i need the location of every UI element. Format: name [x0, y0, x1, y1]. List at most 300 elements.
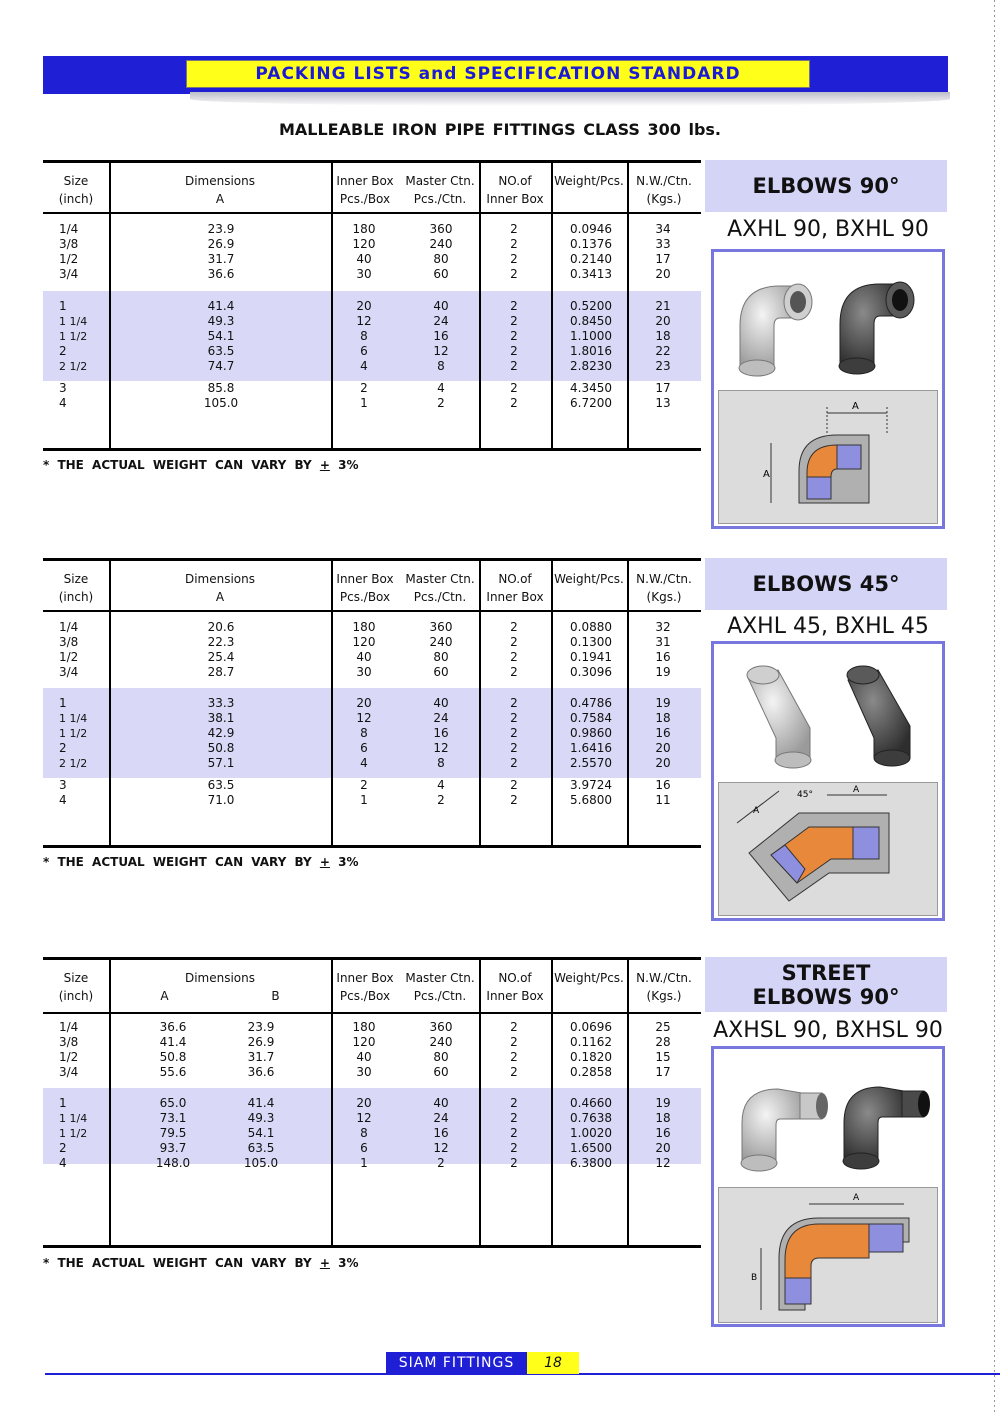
table-cell: 240: [429, 1035, 453, 1049]
note-suffix: 3%: [329, 1256, 359, 1270]
table-cell: 15: [655, 1050, 671, 1064]
table-cell: 1: [59, 1096, 67, 1110]
table-cell: 63.5: [207, 778, 235, 792]
table-cell: 60: [433, 267, 449, 281]
table-cell: 2 1/2: [59, 757, 88, 770]
table-cell: 50.8: [207, 741, 235, 755]
note-suffix: 3%: [329, 855, 359, 869]
header-nw: [627, 570, 701, 606]
table-cell: 4: [59, 396, 67, 410]
table-cell: 1 1/2: [59, 727, 88, 740]
table-column-size: [59, 1096, 109, 1171]
table-cell: 2: [510, 222, 518, 236]
table-cell: 4: [360, 756, 368, 770]
table-cell: 8: [360, 329, 368, 343]
dim-label-a-vertical: A: [763, 469, 770, 480]
header-line: (Kgs.): [646, 192, 682, 206]
table-column-inner: [339, 222, 389, 282]
table-cell: 2: [510, 1126, 518, 1140]
table-column-master: [413, 222, 469, 282]
table-cell: 20: [356, 1096, 372, 1110]
table-cell: 40: [433, 1096, 449, 1110]
table-cell: 2: [437, 1156, 445, 1170]
table-cell: 38.1: [207, 711, 235, 725]
table-column-a: [193, 778, 249, 808]
spec-table: [43, 558, 701, 848]
table-cell: 2: [510, 726, 518, 740]
table-cell: 2: [510, 1035, 518, 1049]
table-cell: 1: [59, 299, 67, 313]
table-cell: 24: [433, 711, 449, 725]
table-column-size: [59, 381, 109, 411]
table-cell: 2: [510, 252, 518, 266]
header-line: Pcs./Box: [339, 989, 391, 1003]
table-cell: 120: [352, 1035, 376, 1049]
header-dimensions: [109, 570, 331, 606]
table-cell: 2: [510, 299, 518, 313]
header-dim-a: A: [215, 192, 225, 206]
table-cell: 80: [433, 1050, 449, 1064]
header-line: (Kgs.): [646, 590, 682, 604]
table-cell: 0.0696: [570, 1020, 612, 1034]
header-line: NO.of: [498, 572, 532, 586]
header-line: (inch): [58, 989, 94, 1003]
table-cell: 20: [655, 1141, 671, 1155]
table-cell: 40: [356, 650, 372, 664]
table-cell: 3: [59, 381, 67, 395]
header-line: Size: [63, 971, 89, 985]
table-cell: 34: [655, 222, 671, 236]
table-cell: 4: [59, 1156, 67, 1170]
table-column-rule: [551, 160, 553, 451]
table-cell: 28: [655, 1035, 671, 1049]
table-cell: 17: [655, 252, 671, 266]
header-line: Weight/Pcs.: [554, 572, 624, 586]
note-prefix: * THE ACTUAL WEIGHT CAN VARY BY: [43, 458, 320, 472]
table-cell: 85.8: [207, 381, 235, 395]
header-line: Inner Box: [336, 572, 394, 586]
header-line: Pcs./Box: [339, 590, 391, 604]
table-header-rule: [43, 212, 701, 214]
header-line: Master Ctn.: [405, 971, 475, 985]
table-cell: 41.4: [247, 1096, 275, 1110]
page-title: PACKING LISTS and SPECIFICATION STANDARD: [186, 60, 810, 88]
table-header-rule: [43, 610, 701, 612]
table-cell: 80: [433, 650, 449, 664]
table-cell: 8: [437, 359, 445, 373]
table-cell: 16: [433, 329, 449, 343]
table-cell: 1 1/2: [59, 1127, 88, 1140]
table-header-rule: [43, 1012, 701, 1014]
table-cell: 20.6: [207, 620, 235, 634]
table-cell: 2: [510, 665, 518, 679]
header-nw: [627, 172, 701, 208]
table-cell: 3/4: [59, 1065, 79, 1079]
table-cell: 2.8230: [570, 359, 612, 373]
header-dimensions: [109, 969, 331, 1005]
table-cell: 8: [437, 756, 445, 770]
table-cell: 3/4: [59, 267, 79, 281]
dimension-diagram-street-elbows-90: [718, 1187, 938, 1323]
table-cell: 12: [433, 741, 449, 755]
table-cell: 22.3: [207, 635, 235, 649]
header-line: (inch): [58, 192, 94, 206]
table-cell: 2: [59, 1141, 67, 1155]
table-cell: 2: [510, 1111, 518, 1125]
table-cell: 0.3096: [570, 665, 612, 679]
table-column-weight: [559, 696, 623, 771]
section-title-elbows-90: [705, 160, 947, 212]
note-prefix: * THE ACTUAL WEIGHT CAN VARY BY: [43, 855, 320, 869]
table-column-no: [489, 1096, 539, 1171]
page-subtitle: MALLEABLE IRON PIPE FITTINGS CLASS 300 lbs.: [278, 120, 721, 139]
table-column-weight: [559, 620, 623, 680]
product-photo-elbows-90: [718, 256, 938, 381]
table-cell: 32: [655, 620, 671, 634]
table-cell: 360: [429, 222, 453, 236]
table-cell: 40: [433, 696, 449, 710]
header-dim-a: A: [215, 590, 225, 604]
table-cell: 2: [510, 1020, 518, 1034]
table-cell: 20: [655, 267, 671, 281]
table-cell: 0.1820: [570, 1050, 612, 1064]
table-column-inner: [339, 1020, 389, 1080]
table-column-master: [413, 1020, 469, 1080]
table-cell: 120: [352, 237, 376, 251]
table-cell: 2: [360, 381, 368, 395]
header-line: Inner Box: [486, 192, 544, 206]
table-cell: 1: [360, 793, 368, 807]
table-column-a: [193, 620, 249, 680]
header-master-ctn: [401, 172, 479, 208]
table-cell: 180: [352, 222, 376, 236]
page-number: 18: [527, 1352, 579, 1374]
table-column-size: [59, 696, 109, 771]
header-inner-box: [331, 969, 399, 1005]
header-line: Dimensions: [184, 572, 256, 586]
table-cell: 1/2: [59, 1050, 79, 1064]
table-cell: 12: [433, 1141, 449, 1155]
table-cell: 1.6416: [570, 741, 612, 755]
table-cell: 2: [510, 237, 518, 251]
table-column-inner: [339, 696, 389, 771]
table-cell: 2: [360, 778, 368, 792]
table-cell: 2: [510, 711, 518, 725]
table-cell: 71.0: [207, 793, 235, 807]
table-cell: 1 1/4: [59, 315, 88, 328]
table-column-b: [231, 1020, 291, 1080]
note-plus-minus: +: [319, 1256, 330, 1270]
table-column-a: [193, 299, 249, 374]
note-prefix: * THE ACTUAL WEIGHT CAN VARY BY: [43, 1256, 320, 1270]
table-cell: 1/4: [59, 620, 79, 634]
table-cell: 21: [655, 299, 671, 313]
header-weight: [551, 172, 627, 190]
table-cell: 240: [429, 635, 453, 649]
header-nw: [627, 969, 701, 1005]
table-cell: 0.8450: [570, 314, 612, 328]
footer-brand: SIAM FITTINGS: [386, 1352, 527, 1374]
table-cell: 2: [510, 314, 518, 328]
table-cell: 3/8: [59, 1035, 79, 1049]
table-cell: 16: [655, 778, 671, 792]
table-cell: 49.3: [207, 314, 235, 328]
table-cell: 36.6: [247, 1065, 275, 1079]
header-dim-b: B: [271, 989, 280, 1003]
table-column-master: [413, 620, 469, 680]
table-column-nw: [633, 1096, 693, 1171]
table-cell: 57.1: [207, 756, 235, 770]
table-cell: 3/4: [59, 665, 79, 679]
table-column-nw: [633, 299, 693, 374]
table-cell: 2: [59, 741, 67, 755]
table-cell: 41.4: [159, 1035, 187, 1049]
table-cell: 2: [510, 267, 518, 281]
model-code-elbows-90: AXHL 90, BXHL 90: [727, 217, 929, 242]
table-cell: 12: [356, 1111, 372, 1125]
table-column-no: [489, 1020, 539, 1080]
table-cell: 0.1300: [570, 635, 612, 649]
table-cell: 30: [356, 665, 372, 679]
product-photo-street-elbows-90: [718, 1053, 938, 1178]
table-cell: 31.7: [247, 1050, 275, 1064]
dimension-diagram-elbows-90: [718, 390, 938, 524]
table-cell: 33.3: [207, 696, 235, 710]
product-image-box-elbows-45: [711, 641, 945, 921]
header-line: Inner Box: [486, 590, 544, 604]
table-column-master: [413, 778, 469, 808]
table-cell: 4: [437, 778, 445, 792]
table-cell: 2: [510, 1156, 518, 1170]
table-column-size: [59, 620, 109, 680]
table-cell: 42.9: [207, 726, 235, 740]
table-cell: 0.2858: [570, 1065, 612, 1079]
header-line: NO.of: [498, 971, 532, 985]
table-cell: 0.2140: [570, 252, 612, 266]
table-bottom-rule: [43, 845, 701, 848]
dim-label-a-diagonal: A: [753, 806, 760, 816]
product-image-box-elbows-90: [711, 249, 945, 529]
table-cell: 1 1/4: [59, 1112, 88, 1125]
header-line: Pcs./Ctn.: [413, 989, 467, 1003]
table-cell: 3/8: [59, 635, 79, 649]
table-cell: 50.8: [159, 1050, 187, 1064]
table-cell: 2: [510, 635, 518, 649]
table-cell: 2: [510, 1141, 518, 1155]
table-cell: 6: [360, 741, 368, 755]
spec-table: [43, 160, 701, 451]
table-cell: 2: [510, 620, 518, 634]
table-column-master: [413, 696, 469, 771]
table-bottom-rule: [43, 1245, 701, 1248]
table-column-a: [193, 381, 249, 411]
table-cell: 0.7638: [570, 1111, 612, 1125]
table-cell: 79.5: [159, 1126, 187, 1140]
table-cell: 74.7: [207, 359, 235, 373]
table-cell: 5.6800: [570, 793, 612, 807]
table-cell: 18: [655, 711, 671, 725]
table-cell: 2 1/2: [59, 360, 88, 373]
header-line: Size: [63, 174, 89, 188]
table-cell: 0.0946: [570, 222, 612, 236]
header-dim-letters: [109, 987, 331, 1005]
table-column-b: [231, 1096, 291, 1171]
table-column-size: [59, 1020, 109, 1080]
header-line: Pcs./Ctn.: [413, 192, 467, 206]
table-cell: 1/4: [59, 1020, 79, 1034]
dim-label-a: A: [852, 401, 859, 412]
table-cell: 1: [59, 696, 67, 710]
header-line: Size: [63, 572, 89, 586]
table-column-nw: [633, 222, 693, 282]
table-cell: 2: [510, 741, 518, 755]
header-line: N.W./Ctn.: [636, 174, 692, 188]
table-column-no: [489, 696, 539, 771]
header-line: Inner Box: [486, 989, 544, 1003]
table-cell: 18: [655, 1111, 671, 1125]
table-cell: 4: [59, 793, 67, 807]
table-column-no: [489, 620, 539, 680]
table-cell: 19: [655, 696, 671, 710]
table-column-inner: [339, 620, 389, 680]
table-cell: 4: [360, 359, 368, 373]
dim-label-b: B: [751, 1273, 758, 1283]
table-cell: 20: [655, 756, 671, 770]
table-column-a: [193, 696, 249, 771]
table-top-rule: [43, 957, 701, 960]
table-cell: 148.0: [155, 1156, 191, 1170]
table-cell: 1 1/4: [59, 712, 88, 725]
header-weight: [551, 570, 627, 588]
section-title-line: ELBOWS 90°: [752, 984, 900, 1009]
table-cell: 16: [655, 650, 671, 664]
table-cell: 1.8016: [570, 344, 612, 358]
header-no-of: [479, 570, 551, 606]
header-size: [43, 172, 109, 208]
table-cell: 16: [655, 1126, 671, 1140]
table-cell: 40: [433, 299, 449, 313]
weight-variance-note: [43, 855, 358, 869]
table-cell: 54.1: [247, 1126, 275, 1140]
table-cell: 8: [360, 726, 368, 740]
table-cell: 93.7: [159, 1141, 187, 1155]
dim-label-a: A: [853, 1193, 860, 1203]
table-column-no: [489, 778, 539, 808]
table-cell: 23: [655, 359, 671, 373]
section-title-line: ELBOWS 90°: [752, 174, 900, 198]
header-no-of: [479, 969, 551, 1005]
table-cell: 2: [510, 1050, 518, 1064]
weight-variance-note: [43, 1256, 358, 1270]
table-cell: 65.0: [159, 1096, 187, 1110]
table-column-rule: [551, 957, 553, 1248]
table-cell: 0.7584: [570, 711, 612, 725]
table-cell: 12: [433, 344, 449, 358]
dimension-diagram-elbows-45: [718, 782, 938, 916]
header-size: [43, 969, 109, 1005]
table-cell: 0.9860: [570, 726, 612, 740]
table-cell: 2: [510, 344, 518, 358]
table-cell: 16: [433, 726, 449, 740]
header-line: N.W./Ctn.: [636, 572, 692, 586]
header-line: Master Ctn.: [405, 174, 475, 188]
table-cell: 12: [655, 1156, 671, 1170]
table-cell: 1/2: [59, 650, 79, 664]
table-cell: 16: [433, 1126, 449, 1140]
table-cell: 33: [655, 237, 671, 251]
weight-variance-note: [43, 458, 358, 472]
table-cell: 3.9724: [570, 778, 612, 792]
table-cell: 12: [356, 711, 372, 725]
header-line: (inch): [58, 590, 94, 604]
table-cell: 105.0: [243, 1156, 279, 1170]
table-cell: 2: [510, 696, 518, 710]
table-column-rule: [551, 558, 553, 848]
table-cell: 26.9: [247, 1035, 275, 1049]
section-title-street-elbows-90: [705, 957, 947, 1012]
table-cell: 23.9: [207, 222, 235, 236]
table-column-no: [489, 222, 539, 282]
note-suffix: 3%: [329, 458, 359, 472]
header-line: Weight/Pcs.: [554, 971, 624, 985]
table-cell: 2: [510, 756, 518, 770]
table-column-a: [143, 1096, 203, 1171]
section-title-elbows-45: [705, 558, 947, 610]
table-cell: 17: [655, 1065, 671, 1079]
table-cell: 1.6500: [570, 1141, 612, 1155]
header-master-ctn: [401, 969, 479, 1005]
table-cell: 2: [510, 329, 518, 343]
table-cell: 26.9: [207, 237, 235, 251]
table-cell: 20: [356, 696, 372, 710]
header-no-of: [479, 172, 551, 208]
table-cell: 1.0020: [570, 1126, 612, 1140]
table-cell: 2: [510, 650, 518, 664]
table-cell: 360: [429, 620, 453, 634]
note-plus-minus: +: [319, 855, 330, 869]
table-column-inner: [339, 778, 389, 808]
header-line: N.W./Ctn.: [636, 971, 692, 985]
table-cell: 2: [510, 359, 518, 373]
table-cell: 12: [356, 314, 372, 328]
page-edge-dotted-line: [994, 0, 995, 1412]
table-cell: 49.3: [247, 1111, 275, 1125]
table-cell: 63.5: [247, 1141, 275, 1155]
header-line: Inner Box: [336, 174, 394, 188]
table-cell: 20: [356, 299, 372, 313]
table-cell: 360: [429, 1020, 453, 1034]
table-column-size: [59, 778, 109, 808]
table-cell: 2: [510, 1065, 518, 1079]
table-cell: 36.6: [207, 267, 235, 281]
table-cell: 0.4660: [570, 1096, 612, 1110]
table-cell: 0.1376: [570, 237, 612, 251]
table-cell: 13: [655, 396, 671, 410]
table-cell: 20: [655, 314, 671, 328]
table-cell: 18: [655, 329, 671, 343]
table-cell: 23.9: [247, 1020, 275, 1034]
table-column-weight: [559, 1020, 623, 1080]
table-cell: 3/8: [59, 237, 79, 251]
table-cell: 0.1162: [570, 1035, 612, 1049]
header-line: (Kgs.): [646, 989, 682, 1003]
table-column-no: [489, 299, 539, 374]
table-cell: 105.0: [203, 396, 239, 410]
table-top-rule: [43, 160, 701, 163]
table-top-rule: [43, 558, 701, 561]
table-bottom-rule: [43, 448, 701, 451]
table-cell: 1/4: [59, 222, 79, 236]
